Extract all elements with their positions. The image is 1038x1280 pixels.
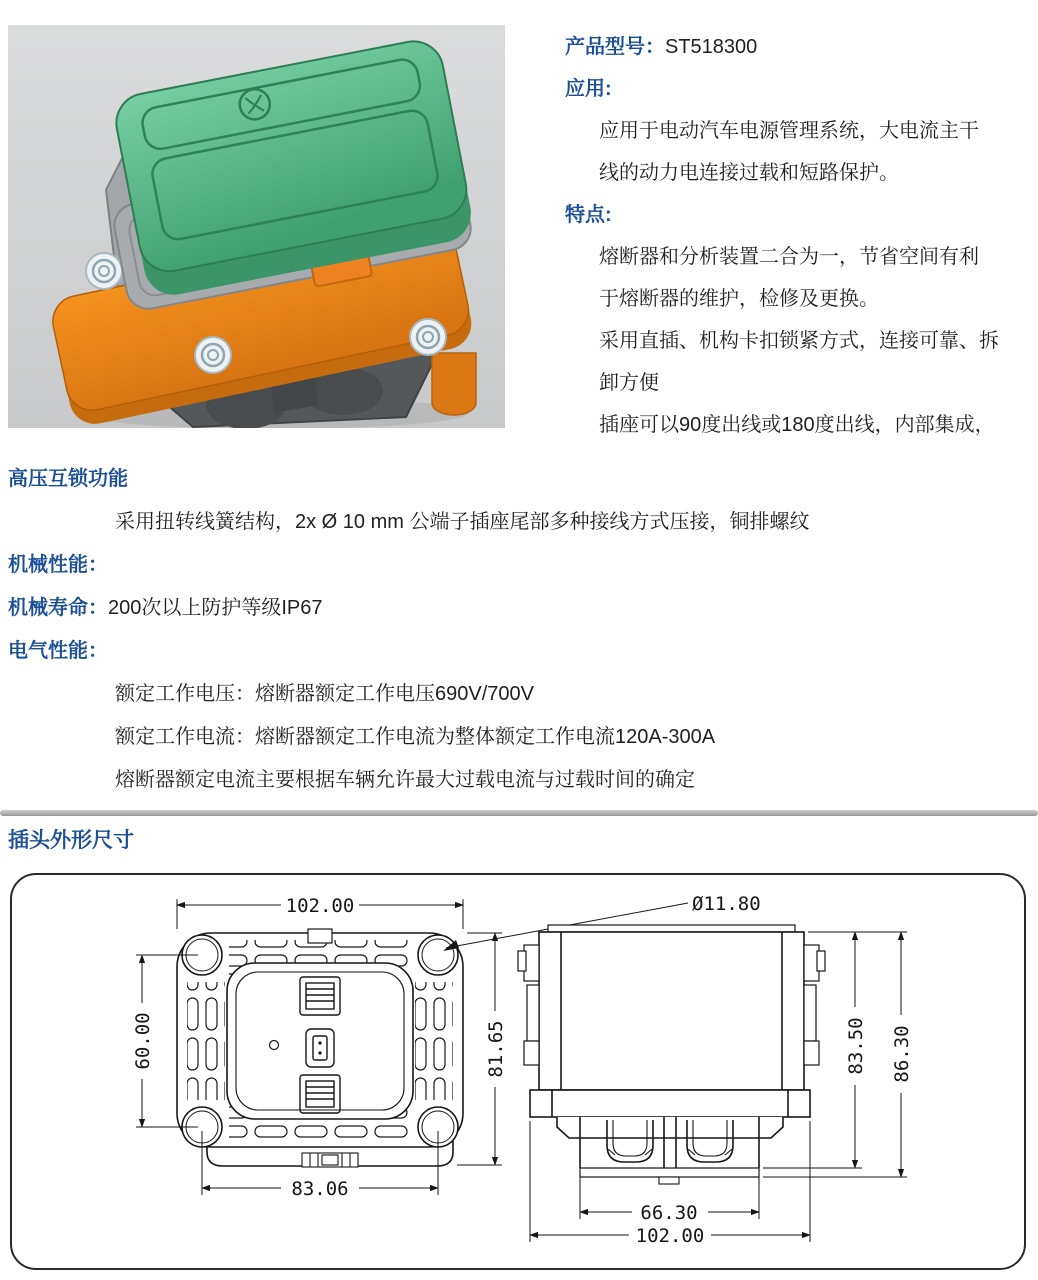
- mechanical-life-row: [8, 587, 1034, 630]
- section-divider: [0, 810, 1038, 816]
- electrical-line: 额定工作电压：熔断器额定工作电压690V/700V: [115, 683, 534, 705]
- cad-drawing: [12, 875, 1024, 1268]
- application-title: 应用:: [565, 78, 612, 100]
- dim-hole-spacing-horizontal: 83.06: [291, 1178, 349, 1200]
- electrical-title: 电气性能：: [8, 640, 108, 662]
- model-value: ST518300: [665, 36, 758, 58]
- features-title: 特点:: [565, 204, 612, 226]
- dim-hole-diameter: Ø11.80: [692, 893, 761, 915]
- front-bottom-detail: [302, 1153, 358, 1167]
- model-row: [565, 26, 1035, 68]
- dim-overall-width: 102.00: [285, 895, 355, 917]
- spec-summary: [565, 26, 1035, 446]
- application-line: 线的动力电连接过载和短路保护。: [599, 162, 899, 184]
- electrical-line: 熔断器额定电流主要根据车辆允许最大过载电流与过载时间的确定: [115, 769, 695, 791]
- feature-line: 采用直插、机构卡扣锁紧方式，连接可靠、拆: [599, 330, 999, 352]
- side-view: [518, 925, 825, 1184]
- front-view: [177, 929, 463, 1167]
- dim-overall-height: 81.65: [485, 1020, 507, 1078]
- mounting-hole: [418, 935, 458, 975]
- mechanical-life-label: 机械寿命：: [8, 597, 108, 619]
- dim-side-overall-height: 86.30: [891, 1025, 913, 1083]
- electrical-line: 额定工作电流：熔断器额定工作电流为整体额定工作电流120A-300A: [115, 726, 716, 748]
- product-photo: [8, 25, 505, 428]
- application-line: 应用于电动汽车电源管理系统，大电流主干: [599, 120, 979, 142]
- mechanical-life-value: 200次以上防护等级IP67: [108, 597, 323, 619]
- dim-side-overall-width: 102.00: [635, 1225, 705, 1247]
- mechanical-title: 机械性能：: [8, 554, 108, 576]
- detail-specs: [8, 458, 1034, 802]
- model-label: 产品型号：: [565, 36, 665, 58]
- feature-line: 插座可以90度出线或180度出线，内部集成，: [599, 414, 995, 436]
- hvil-line: 采用扭转线簧结构，2x Ø 10 mm 公端子插座尾部多种接线方式压接，铜排螺纹: [115, 511, 810, 533]
- feature-line: 卸方便: [599, 372, 659, 394]
- dim-hole-spacing-vertical: 60.00: [132, 1012, 154, 1070]
- hvil-title: 高压互锁功能: [8, 468, 128, 490]
- drawing-section-title: 插头外形尺寸: [8, 829, 134, 852]
- feature-line: 熔断器和分析装置二合为一，节省空间有利: [599, 246, 979, 268]
- dim-terminal-span: 66.30: [640, 1202, 698, 1224]
- product-render: [8, 25, 505, 428]
- dim-height-to-flange: 83.50: [845, 1017, 867, 1075]
- feature-line: 于熔断器的维护，检修及更换。: [599, 288, 879, 310]
- dimension-drawing: [10, 873, 1026, 1270]
